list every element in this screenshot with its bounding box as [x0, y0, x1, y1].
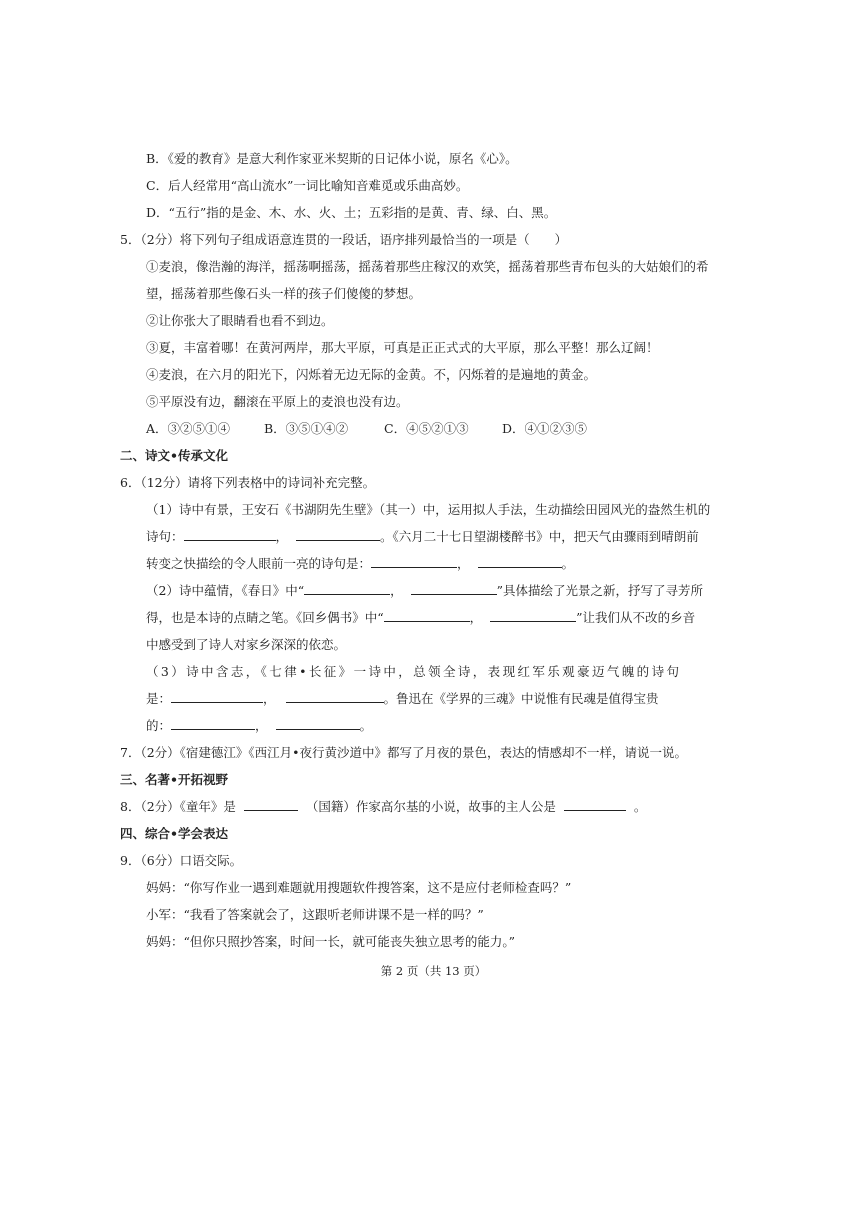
q5-sentence-4: ④麦浪，在六月的阳光下，闪烁着无边无际的金黄。不，闪烁着的是遍地的黄金。 [146, 367, 597, 382]
q5-option-c: C．④⑤②①③ [384, 421, 469, 436]
answer-blank[interactable] [564, 799, 626, 811]
q6-part3-line2: 是： ， 。鲁迅在《学界的三魂》中说惟有民魂是值得宝贵 [146, 691, 659, 706]
section-4-heading: 四、综合•学会表达 [120, 826, 228, 841]
q5-sentence-1-cont: 望，摇荡着那些像石头一样的孩子们傻傻的梦想。 [146, 286, 422, 301]
q6-part2-line2: 得，也是本诗的点睛之笔。《回乡偶书》中“ ， ”让我们从不改的乡音 [146, 610, 696, 625]
q5-option-a: A．③②⑤①④ [146, 421, 231, 436]
q6-part1-line3: 转变之快描绘的令人眼前一亮的诗句是： ， 。 [146, 556, 575, 571]
q4-option-d: D．“五行”指的是金、木、水、火、土；五彩指的是黄、青、绿、白、黑。 [146, 205, 557, 220]
q5-option-d: D．④①②③⑤ [502, 421, 588, 436]
answer-blank[interactable] [296, 529, 380, 541]
answer-blank[interactable] [304, 583, 390, 595]
q9-dialogue-1: 妈妈：“你写作业一遇到难题就用搜题软件搜答案，这不是应付老师检查吗？” [146, 880, 572, 895]
q6-part2-line1: （2）诗中蕴情，《春日》中“ ， ”具体描绘了光景之新，抒写了寻芳所 [146, 583, 704, 598]
answer-blank[interactable] [171, 691, 263, 703]
q5-sentence-3: ③夏，丰富着哪！在黄河两岸，那大平原，可真是正正式式的大平原，那么平整！那么辽阔！ [146, 340, 659, 355]
answer-blank[interactable] [478, 556, 562, 568]
q4-option-c: C．后人经常用“高山流水”一词比喻知音难觅或乐曲高妙。 [146, 178, 469, 193]
section-2-heading: 二、诗文•传承文化 [120, 448, 228, 463]
answer-blank[interactable] [384, 610, 470, 622]
answer-blank[interactable] [171, 718, 255, 730]
answer-blank[interactable] [286, 691, 384, 703]
q5-option-b: B．③⑤①④② [264, 421, 349, 436]
q9-dialogue-2: 小军：“我看了答案就会了，这跟听老师讲课不是一样的吗？” [146, 907, 484, 922]
answer-blank[interactable] [184, 529, 276, 541]
q9-stem: 9．（6分）口语交际。 [120, 853, 243, 868]
q9-dialogue-3: 妈妈：“但你只照抄答案，时间一长，就可能丧失独立思考的能力。” [146, 934, 516, 949]
section-3-heading: 三、名著•开拓视野 [120, 772, 228, 787]
q5-sentence-1: ①麦浪，像浩瀚的海洋，摇荡啊摇荡，摇荡着那些庄稼汉的欢笑，摇荡着那些青布包头的大姑娘们的希 [146, 259, 709, 274]
q6-part1-line1: （1）诗中有景，王安石《书湖阴先生壁》（其一）中，运用拟人手法，生动描绘田园风光的盎然生机的 [146, 502, 711, 517]
page-footer: 第 2 页（共 13 页） [380, 964, 487, 978]
q6-part3-line3: 的： ， 。 [146, 718, 373, 733]
q6-part3-line1: （3）诗中含志，《七律•长征》一诗中，总领全诗，表现红军乐观豪迈气魄的诗句 [146, 664, 682, 679]
answer-blank[interactable] [371, 556, 457, 568]
q6-stem: 6．（12分）请将下列表格中的诗词补充完整。 [120, 475, 376, 490]
answer-blank[interactable] [276, 718, 360, 730]
answer-blank[interactable] [490, 610, 576, 622]
q5-sentence-2: ②让你张大了眼睛看也看不到边。 [146, 313, 334, 328]
q6-part1-line2: 诗句： ， 。《六月二十七日望湖楼醉书》中，把天气由骤雨到晴朗前 [146, 529, 699, 544]
answer-blank[interactable] [411, 583, 497, 595]
q6-part2-line3: 中感受到了诗人对家乡深深的依恋。 [146, 637, 347, 652]
answer-blank[interactable] [244, 799, 298, 811]
q8-stem: 8．（2分）《童年》是 （国籍）作家高尔基的小说，故事的主人公是 。 [120, 799, 647, 814]
q7-stem: 7．（2分）《宿建德江》《西江月•夜行黄沙道中》都写了月夜的景色，表达的情感却不一样，请说一说。 [120, 745, 688, 760]
q5-stem: 5．（2分）将下列句子组成语意连贯的一段话，语序排列最恰当的一项是（ ） [120, 232, 568, 247]
q5-sentence-5: ⑤平原没有边，翻滚在平原上的麦浪也没有边。 [146, 394, 409, 409]
q5-options [146, 421, 587, 437]
q4-option-b: B．《爱的教育》是意大利作家亚米契斯的日记体小说，原名《心》。 [146, 151, 518, 166]
